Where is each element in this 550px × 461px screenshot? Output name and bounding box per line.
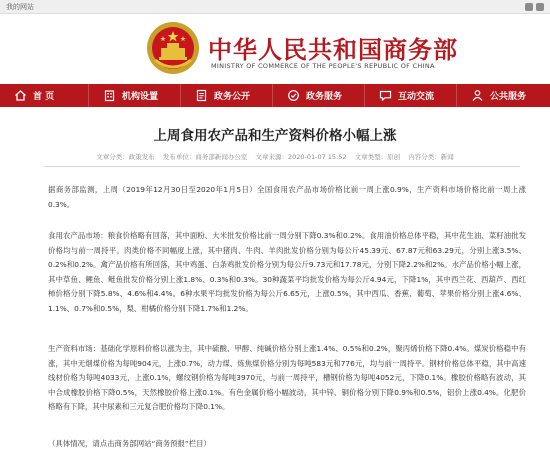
meta-type: 内容分类：新闻 [408,153,454,161]
nav-label: 政务服务 [306,92,343,102]
weibo-icon[interactable] [525,3,533,11]
meta-date: 文章来源：2020-01-07 15:52 [255,153,347,161]
nav-label: 互动交流 [398,92,435,102]
building-icon [103,89,116,102]
nav-item-interaction[interactable] [365,84,456,107]
nav-label: 公共服务 [490,92,527,102]
nav-item-organization[interactable] [89,84,180,107]
article-paragraph: 生产资料市场：基础化学原料价格以涨为主，其中硫酸、甲醇、纯碱价格分别上涨1.4%、0.5%和0.2%，聚丙烯价格下降0.4%。煤炭价格稳中有涨，其中无烟煤价格为每吨904元，上涨0.7%，动力煤、炼焦煤价格分别为每吨583元和776元，均与前一周持平。钢材价格总体平稳，其中高速线材价格为每吨4033元，上涨0.1%，螺纹钢价格为每吨3970元，与前一周持平，槽钢价格为每吨4052元，下降0.1%。橡胶价格略有波动，其中合成橡胶价格下降0.5%，天然橡胶价格上涨0.1%。有色金属价格小幅波动，其中锌、铜价格分别下降0.9%和0.5%，铝价上涨0.4%。化肥价格略有下降，其中尿素和三元复合肥价格均下降0.1%。 [48,344,526,412]
topbar-icons [525,3,544,11]
meta-publisher: 发布单位：商务部新闻办公室 [162,153,248,161]
site-title: 中华人民共和国商务部 [208,35,458,64]
nav-item-home[interactable] [0,84,88,107]
article-paragraph: 食用农产品市场：粮食价格略有回落，其中面粉、大米批发价格比前一周分别下降0.3%和0.2%。食用油价格总体平稳，其中花生油、菜籽油批发价格均与前一周持平。肉类价格不同幅度上涨，其中猪肉、牛肉、羊肉批发价格分别为每公斤45.39元、67.87元和63.29元，分别上涨3.5%、0.2%和0.2%。禽产品价格有所回落，其中鸡蛋、白条鸡批发价格分别为每公斤9.73元和17.78元，分别下降2.2%和2%。水产品价格小幅上涨，其中草鱼、鲤鱼、鲢鱼批发价格分别上涨1.8%、0.3%和0.3%。30种蔬菜平均批发价格为每公斤4.94元，下降1%，其中西兰花、西葫芦、西红柿价格分别下降5.8%、4.6%和4.4%。6种水果平均批发价格为每公斤6.65元，上涨0.5%，其中西瓜、香蕉、葡萄、苹果价格分别上涨4.6%、1.1%、0.7%和0.5%，梨、柑橘价格分别下降1.7%和1.2%。 [48,231,526,313]
nav-label: 首 页 [33,92,55,102]
document-icon [195,89,208,102]
nav-item-government-services[interactable] [273,84,364,107]
title-divider [44,166,520,167]
main-nav [0,84,550,107]
site-header [0,14,550,81]
article-meta [0,152,550,161]
top-utility-bar [0,0,550,14]
article-paragraph: 据商务部监测，上周（2019年12月30日至2020年1月5日）全国食用农产品市场价格比前一周上涨0.9%，生产资料市场价格比前一周上涨0.3%。 [48,185,526,209]
people-icon [471,89,484,102]
nav-item-public-services[interactable] [457,84,549,107]
national-emblem-icon [145,20,201,76]
nav-label: 机构设置 [122,92,159,102]
meta-source: 文章类型：原创 [354,153,401,161]
article-title: 上周食用农产品和生产资料价格小幅上涨 [153,128,397,144]
wechat-icon[interactable] [536,3,544,11]
article-paragraph: （具体情况，请点击商务部网站“商务预报”栏目） [48,439,211,448]
site-subtitle: MINISTRY OF COMMERCE OF THE PEOPLE'S REPUBLIC OF CHINA [211,62,435,70]
home-icon [14,89,27,102]
meta-category: 文章分类：政策发布 [96,153,155,161]
my-site-link[interactable]: 我的网站 [6,3,34,11]
nav-item-public-affairs[interactable] [181,84,272,107]
chat-icon [379,89,392,102]
service-icon [287,89,300,102]
nav-label: 政务公开 [214,92,251,102]
